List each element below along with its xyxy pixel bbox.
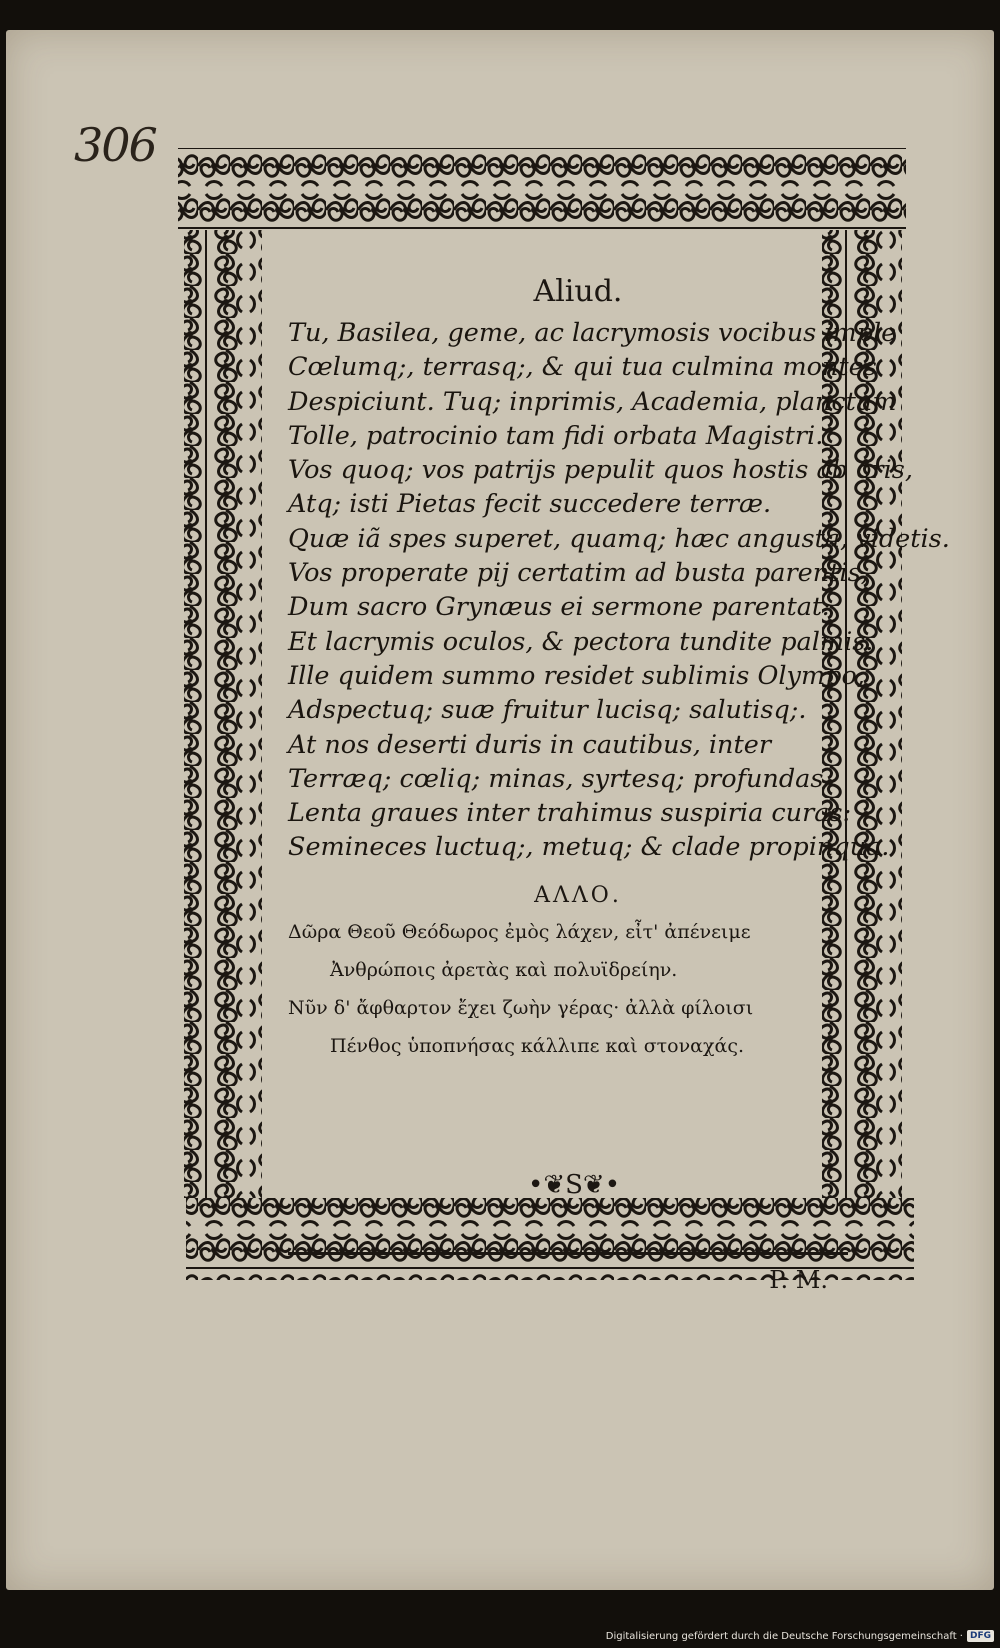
text-block [288, 270, 950, 1294]
horizontal-rule [288, 1252, 848, 1255]
verse-line: Vos properate pij certatim ad busta parentis, [288, 558, 869, 589]
greek-poem [288, 913, 868, 1065]
greek-heading: ΑΛΛΟ. [534, 882, 622, 908]
poem-heading: Aliud. [533, 274, 623, 309]
verse-line: Vos quoq; vos patrijs pepulit quos hostis ab oris, [288, 455, 913, 486]
verse-line: Semineces luctuq;, metuq; & clade propinqua. [288, 832, 890, 863]
verse-line: Tu, Basilea, geme, ac lacrymosis vocibus imple [288, 318, 897, 348]
verse-line: Despiciunt. Tuq; inprimis, Academia, planctum [288, 386, 897, 417]
page-number: 306 [74, 118, 156, 172]
verse-line: Quæ iã spes superet, quamq; hæc angusta, videtis. [288, 523, 950, 554]
verse-line: Et lacrymis oculos, & pectora tundite palmis. [288, 626, 874, 657]
dfg-logo-icon: DFG [967, 1630, 994, 1642]
footer-text: Digitalisierung gefördert durch die Deutsche Forschungsgemeinschaft · [605, 1630, 963, 1642]
book-page [6, 30, 994, 1590]
latin-poem [288, 316, 950, 865]
verse-line: Lenta graues inter trahimus suspiria curas: [288, 798, 852, 829]
verse-line: Cœlumq;, terrasq;, & qui tua culmina montes [288, 352, 877, 383]
greek-line: Πένθος ὑποπνήσας κάλλιπε καὶ στοναχάς. [330, 1034, 745, 1057]
greek-line: Νῦν δ' ἄφθαρτον ἔχει ζωὴν γέρας· ἀλλὰ φίλοισι [288, 996, 754, 1019]
verse-line: Tolle, patrocinio tam fidi orbata Magistri. [288, 420, 824, 451]
verse-line: At nos deserti duris in cautibus, inter [288, 729, 772, 760]
fleuron-ornament: •❦S❦• [528, 1170, 621, 1200]
signature: P. M. [769, 1266, 828, 1294]
greek-line: Ἀνθρώποις ἀρετὰς καὶ πολυϊδρείην. [330, 958, 678, 981]
verse-line: Adspectuq; suæ fruitur lucisq; salutisq;. [288, 695, 807, 726]
greek-line: Δῶρα Θεοῦ Θεόδωρος ἐμὸς λάχεν, εἶτ' ἀπένειμε [288, 920, 751, 943]
verse-line: Ille quidem summo residet sublimis Olympo, [288, 660, 865, 691]
digitization-footer [606, 1630, 994, 1642]
verse-line: Dum sacro Grynæus ei sermone parentat: [288, 592, 831, 623]
verse-line: Atq; isti Pietas fecit succedere terræ. [288, 489, 772, 520]
verse-line: Terræq; cœliq; minas, syrtesq; profundas [288, 763, 824, 794]
